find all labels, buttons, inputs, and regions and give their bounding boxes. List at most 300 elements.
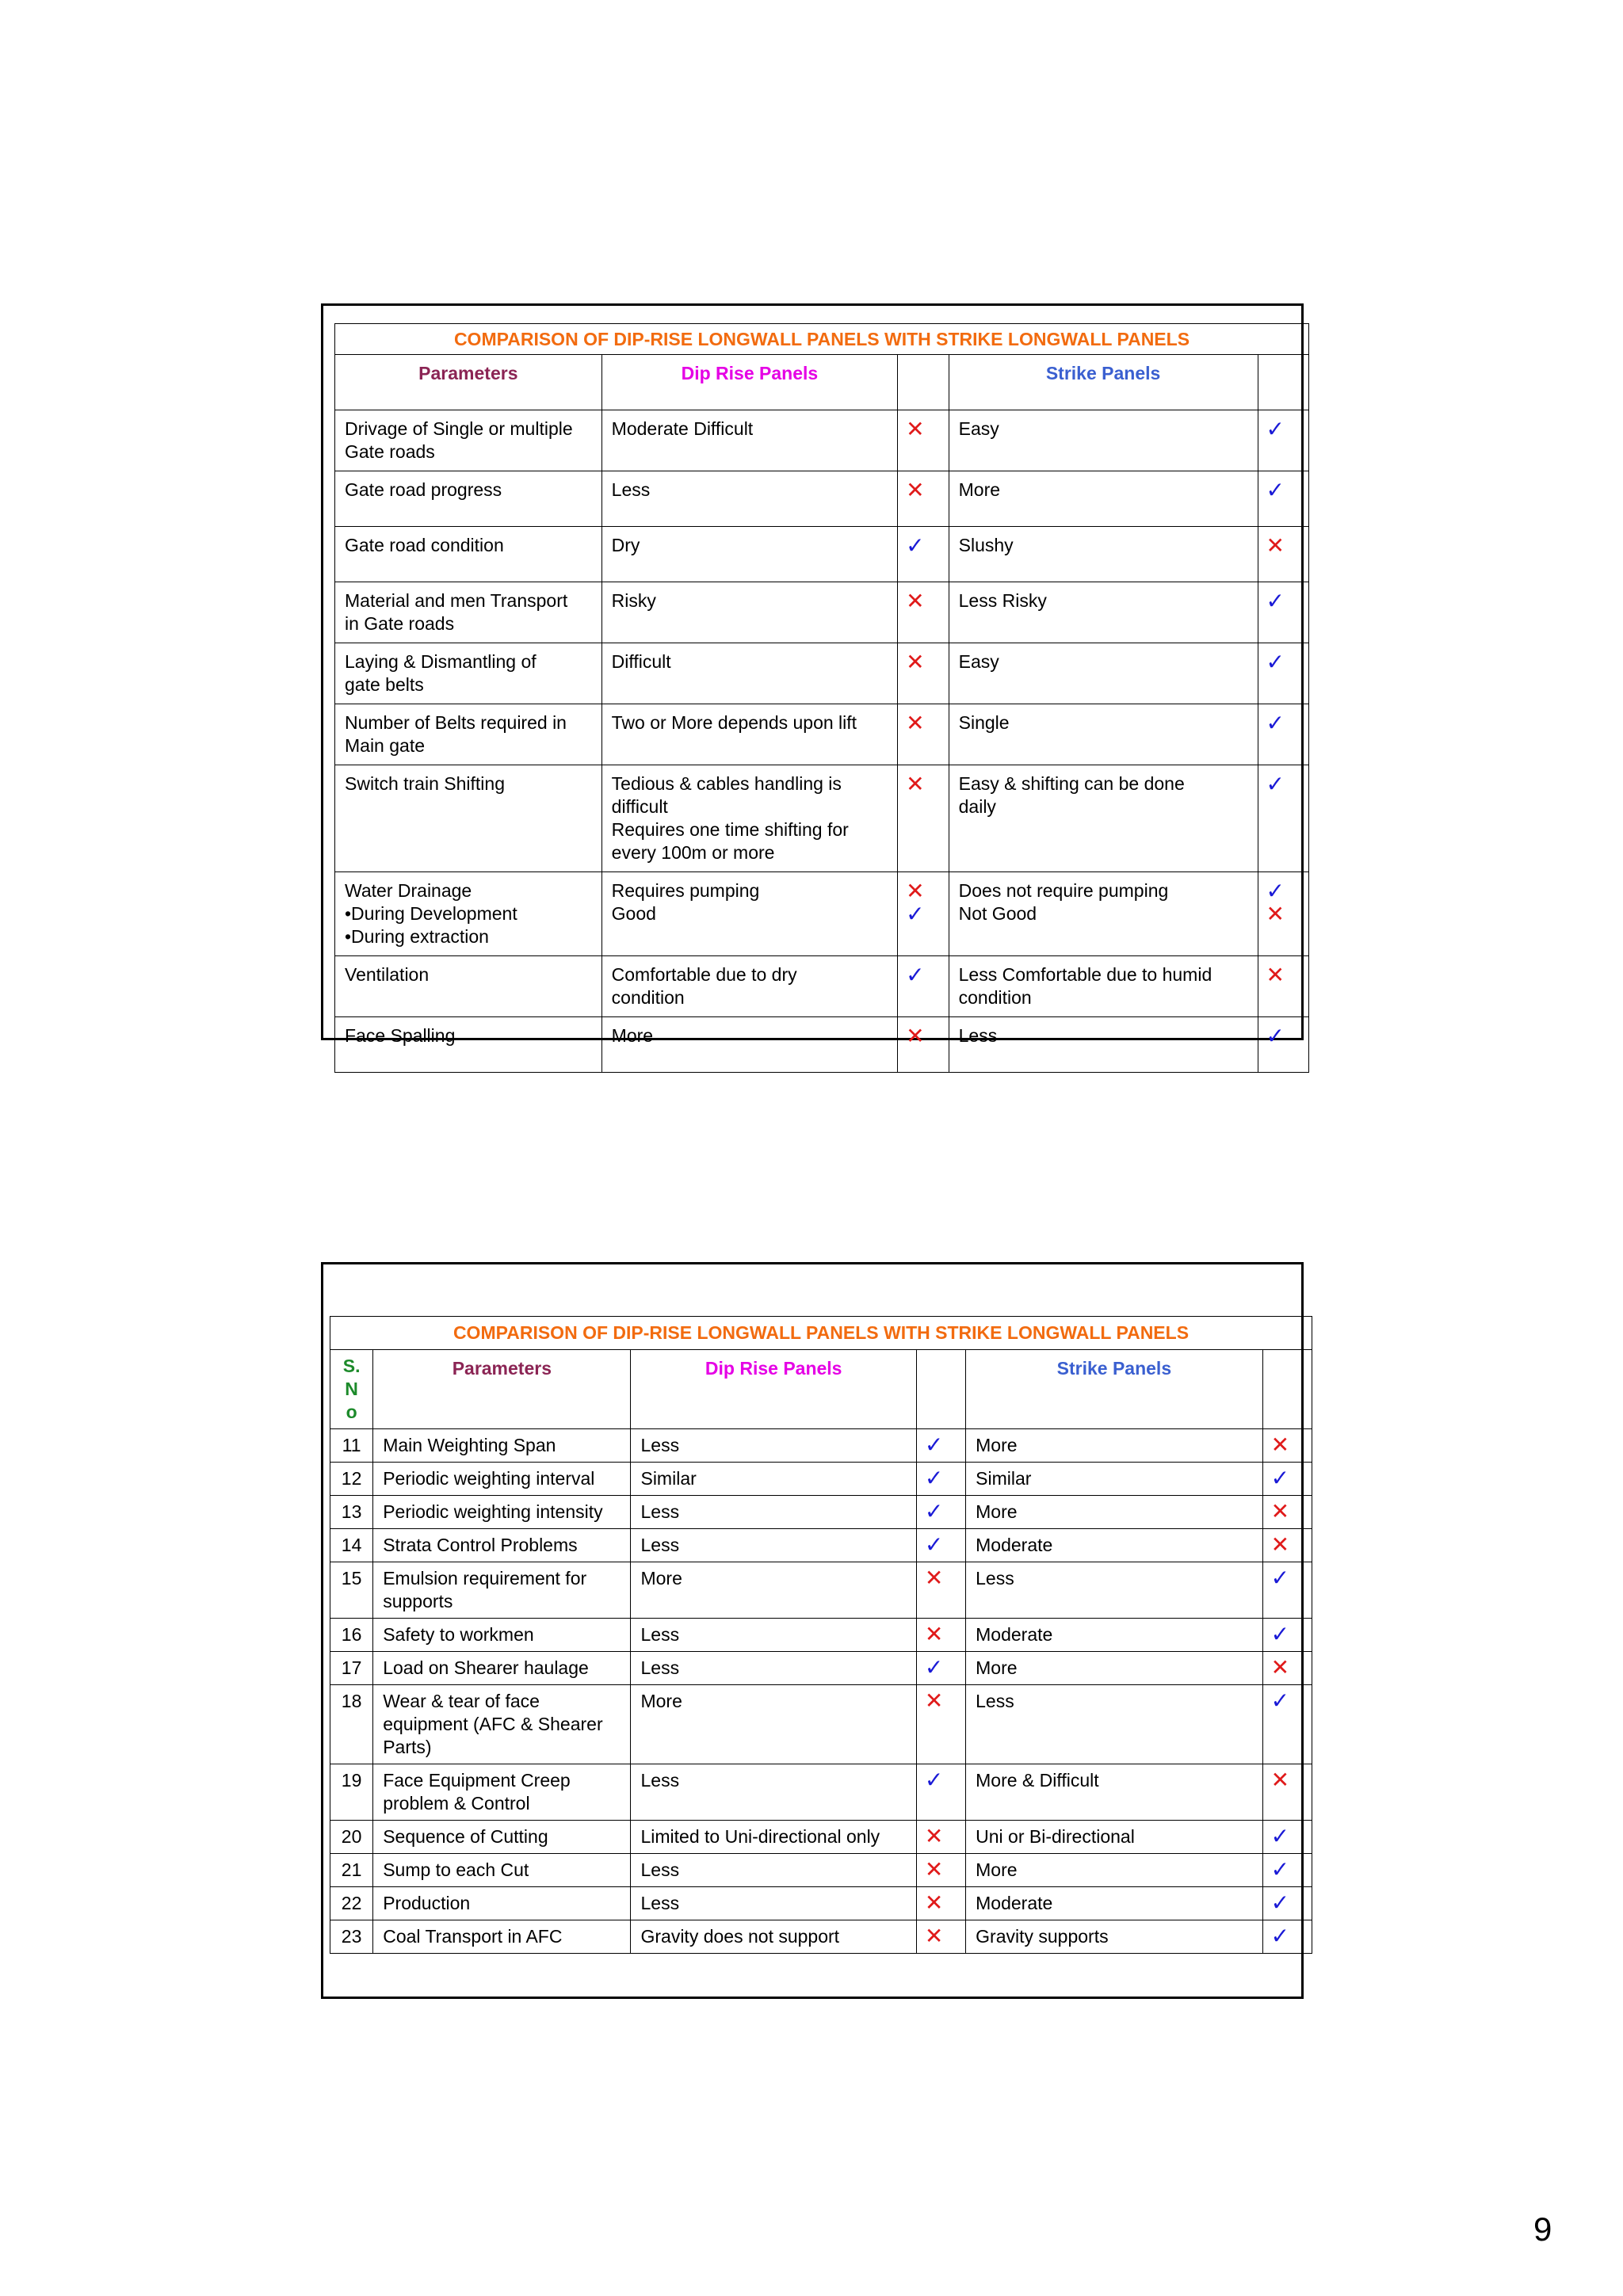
- strike-cell: [966, 1619, 1262, 1652]
- cross-icon: ✕: [906, 478, 925, 502]
- dip-rise-cell: [601, 410, 898, 471]
- table-row: [330, 1619, 1312, 1652]
- header-parameters: Parameters: [373, 1350, 631, 1429]
- table-row: [330, 1685, 1312, 1764]
- strike-cell: [966, 1887, 1262, 1920]
- dip-rise-cell-line: Tedious & cables handling is: [611, 773, 842, 794]
- table-row: [330, 1429, 1312, 1463]
- dip-mark-cell: [916, 1821, 965, 1854]
- check-icon: ✓: [1266, 711, 1285, 735]
- table-row: [330, 1920, 1312, 1954]
- table-row: [335, 1017, 1309, 1073]
- cross-icon: ✕: [906, 1024, 925, 1048]
- parameter-cell: [373, 1652, 631, 1685]
- check-icon: ✓: [924, 1432, 944, 1457]
- parameter-cell: [335, 704, 602, 765]
- dip-mark-cell: [916, 1764, 965, 1821]
- parameter-cell: [373, 1619, 631, 1652]
- strike-cell-line: Similar: [976, 1468, 1032, 1489]
- strike-cell-line: Easy & shifting can be done: [958, 773, 1185, 794]
- strike-mark-cell: [1258, 956, 1309, 1017]
- sno-cell: 22: [330, 1887, 373, 1920]
- cross-icon: ✕: [1270, 1532, 1290, 1557]
- cross-icon: ✕: [906, 711, 925, 735]
- parameter-cell: [373, 1854, 631, 1887]
- header-sno-line: N: [345, 1379, 358, 1399]
- strike-mark-cell: [1262, 1920, 1312, 1954]
- sno-cell: 14: [330, 1529, 373, 1562]
- dip-rise-cell: [601, 956, 898, 1017]
- dip-rise-cell: [601, 471, 898, 527]
- table-row: [335, 765, 1309, 872]
- dip-mark-cell: [898, 872, 949, 956]
- header-strike-mark: [1258, 355, 1309, 410]
- table-row: [335, 582, 1309, 643]
- sno-cell: 16: [330, 1619, 373, 1652]
- cross-icon: ✕: [924, 1622, 944, 1646]
- dip-rise-cell-line: Requires pumping: [611, 880, 760, 901]
- strike-cell-line: More: [976, 1859, 1018, 1880]
- parameter-cell-line: problem & Control: [383, 1793, 530, 1814]
- check-icon: ✓: [1266, 650, 1285, 674]
- strike-mark-cell: [1258, 872, 1309, 956]
- check-icon: ✓: [1270, 1566, 1290, 1590]
- dip-rise-cell-line: Good: [611, 903, 656, 924]
- check-icon: ✓: [1270, 1857, 1290, 1882]
- check-icon: ✓: [1270, 1824, 1290, 1848]
- header-dip-rise-panels: Dip Rise Panels: [631, 1350, 916, 1429]
- cross-icon: ✕: [906, 772, 925, 796]
- table-row: [330, 1764, 1312, 1821]
- strike-cell-line: Less Comfortable due to humid: [958, 964, 1212, 985]
- dip-mark-cell: [898, 410, 949, 471]
- dip-rise-cell-line: difficult: [611, 796, 668, 817]
- strike-cell-line: daily: [958, 796, 996, 817]
- parameter-cell-line: Parts): [383, 1737, 432, 1757]
- dip-rise-cell-line: Less: [640, 1657, 680, 1678]
- dip-rise-cell: [601, 765, 898, 872]
- dip-rise-cell: [631, 1562, 916, 1619]
- strike-cell: [949, 471, 1258, 527]
- strike-cell: [949, 582, 1258, 643]
- parameter-cell: [335, 765, 602, 872]
- strike-cell-line: Easy: [958, 651, 999, 672]
- parameter-cell-line: Emulsion requirement for: [383, 1568, 587, 1589]
- header-parameters: Parameters: [335, 355, 602, 410]
- parameter-cell-line: in Gate roads: [345, 613, 455, 634]
- dip-rise-cell-line: condition: [611, 987, 685, 1008]
- parameter-cell-line: Safety to workmen: [383, 1624, 534, 1645]
- table-row: [335, 956, 1309, 1017]
- cross-icon: ✕: [1270, 1432, 1290, 1457]
- dip-rise-cell-line: Less: [611, 479, 651, 500]
- cross-icon: ✕: [1266, 963, 1285, 987]
- check-icon: ✓: [1266, 589, 1285, 613]
- header-strike-panels: Strike Panels: [949, 355, 1258, 410]
- strike-cell: [949, 956, 1258, 1017]
- dip-mark-cell: [898, 956, 949, 1017]
- parameter-cell: [335, 582, 602, 643]
- strike-mark-cell: [1262, 1463, 1312, 1496]
- dip-rise-cell-line: Less: [640, 1893, 680, 1913]
- dip-rise-cell-line: More: [640, 1691, 682, 1711]
- strike-cell: [949, 872, 1258, 956]
- sno-cell: 11: [330, 1429, 373, 1463]
- table-title: COMPARISON OF DIP-RISE LONGWALL PANELS WITH STRIKE LONGWALL PANELS: [330, 1317, 1312, 1350]
- strike-cell-line: Gravity supports: [976, 1926, 1109, 1947]
- dip-rise-cell: [601, 527, 898, 582]
- dip-rise-cell: [601, 582, 898, 643]
- strike-cell-line: More & Difficult: [976, 1770, 1099, 1791]
- dip-mark-cell: [916, 1920, 965, 1954]
- header-strike-mark: [1262, 1350, 1312, 1429]
- dip-rise-cell: [631, 1887, 916, 1920]
- table-row: [330, 1463, 1312, 1496]
- parameter-cell-line: Periodic weighting interval: [383, 1468, 595, 1489]
- strike-cell: [949, 527, 1258, 582]
- parameter-cell-line: Ventilation: [345, 964, 430, 985]
- dip-rise-cell-line: Less: [640, 1624, 680, 1645]
- parameter-cell-line: Face Spalling: [345, 1025, 456, 1046]
- dip-rise-cell: [601, 704, 898, 765]
- strike-cell-line: Moderate: [976, 1893, 1053, 1913]
- strike-cell: [949, 643, 1258, 704]
- strike-cell: [949, 1017, 1258, 1073]
- dip-rise-cell: [631, 1529, 916, 1562]
- sno-cell: 13: [330, 1496, 373, 1529]
- strike-cell-line: More: [976, 1501, 1018, 1522]
- table-row: [335, 410, 1309, 471]
- page-number: 9: [1533, 2210, 1552, 2248]
- check-icon: ✓: [1270, 1466, 1290, 1490]
- dip-mark-cell: [916, 1652, 965, 1685]
- check-icon: ✓: [1270, 1688, 1290, 1713]
- strike-cell-line: Not Good: [958, 903, 1037, 924]
- check-icon: ✓: [906, 963, 925, 987]
- dip-rise-cell-line: Less: [640, 1535, 680, 1555]
- dip-rise-cell: [601, 643, 898, 704]
- parameter-cell-line: Drivage of Single or multiple: [345, 418, 573, 439]
- parameter-cell-line: Load on Shearer haulage: [383, 1657, 589, 1678]
- parameter-cell: [373, 1562, 631, 1619]
- parameter-cell-line: Sump to each Cut: [383, 1859, 529, 1880]
- parameter-cell-line: Gate road condition: [345, 535, 504, 555]
- strike-cell-line: Less: [976, 1691, 1014, 1711]
- check-icon: ✓: [924, 1466, 944, 1490]
- strike-mark-cell: [1262, 1429, 1312, 1463]
- dip-rise-cell: [631, 1429, 916, 1463]
- dip-mark-cell: [916, 1429, 965, 1463]
- parameter-cell-line: Material and men Transport: [345, 590, 568, 611]
- strike-cell-line: More: [976, 1435, 1018, 1455]
- parameter-cell-line: Gate roads: [345, 441, 435, 462]
- strike-cell-line: Slushy: [958, 535, 1014, 555]
- cross-icon: ✕: [1270, 1499, 1290, 1524]
- cross-icon: ✕: [906, 879, 925, 903]
- strike-cell: [966, 1429, 1262, 1463]
- check-icon: ✓: [906, 902, 925, 926]
- cross-icon: ✕: [1266, 902, 1285, 926]
- strike-cell: [966, 1562, 1262, 1619]
- check-icon: ✓: [1266, 772, 1285, 796]
- table-row: [330, 1529, 1312, 1562]
- parameter-cell-line: Sequence of Cutting: [383, 1826, 548, 1847]
- sno-cell: 18: [330, 1685, 373, 1764]
- strike-cell: [966, 1463, 1262, 1496]
- header-dip-mark: [916, 1350, 965, 1429]
- dip-mark-cell: [898, 643, 949, 704]
- parameter-cell: [335, 643, 602, 704]
- parameter-cell: [373, 1496, 631, 1529]
- parameter-cell-line: Coal Transport in AFC: [383, 1926, 563, 1947]
- dip-rise-cell-line: Gravity does not support: [640, 1926, 840, 1947]
- strike-cell-line: Less: [958, 1025, 998, 1046]
- strike-cell: [966, 1920, 1262, 1954]
- parameter-cell: [335, 872, 602, 956]
- dip-mark-cell: [916, 1619, 965, 1652]
- slide-2: [321, 1262, 1304, 1999]
- cross-icon: ✕: [1270, 1655, 1290, 1680]
- header-strike-panels: Strike Panels: [966, 1350, 1262, 1429]
- cross-icon: ✕: [906, 417, 925, 441]
- strike-mark-cell: [1258, 765, 1309, 872]
- dip-rise-cell-line: Requires one time shifting for: [611, 819, 849, 840]
- strike-mark-cell: [1262, 1619, 1312, 1652]
- dip-rise-cell: [631, 1652, 916, 1685]
- strike-mark-cell: [1258, 1017, 1309, 1073]
- dip-mark-cell: [916, 1529, 965, 1562]
- strike-cell-line: Does not require pumping: [958, 880, 1169, 901]
- header-sno: [330, 1350, 373, 1429]
- sno-cell: 20: [330, 1821, 373, 1854]
- table-row: [330, 1496, 1312, 1529]
- dip-mark-cell: [916, 1887, 965, 1920]
- dip-rise-cell: [631, 1854, 916, 1887]
- dip-rise-cell-line: Limited to Uni-directional only: [640, 1826, 880, 1847]
- dip-rise-cell-line: More: [611, 1025, 654, 1046]
- strike-cell: [966, 1854, 1262, 1887]
- sno-cell: 15: [330, 1562, 373, 1619]
- cross-icon: ✕: [906, 650, 925, 674]
- strike-cell-line: Less Risky: [958, 590, 1047, 611]
- parameter-cell-line: Laying & Dismantling of: [345, 651, 537, 672]
- header-sno-line: S.: [342, 1356, 361, 1376]
- strike-mark-cell: [1262, 1652, 1312, 1685]
- parameter-cell-line: Number of Belts required in: [345, 712, 567, 733]
- dip-mark-cell: [898, 471, 949, 527]
- strike-mark-cell: [1262, 1854, 1312, 1887]
- cross-icon: ✕: [1266, 533, 1285, 558]
- parameter-cell: [335, 410, 602, 471]
- dip-mark-cell: [916, 1685, 965, 1764]
- dip-rise-cell-line: More: [640, 1568, 682, 1589]
- table-row: [330, 1887, 1312, 1920]
- strike-mark-cell: [1258, 527, 1309, 582]
- parameter-cell-line: Wear & tear of face: [383, 1691, 540, 1711]
- dip-rise-cell: [601, 1017, 898, 1073]
- dip-rise-cell: [631, 1764, 916, 1821]
- sno-cell: 19: [330, 1764, 373, 1821]
- strike-cell-line: Single: [958, 712, 1010, 733]
- dip-rise-cell: [631, 1496, 916, 1529]
- strike-cell-line: Moderate: [976, 1624, 1053, 1645]
- header-dip-mark: [898, 355, 949, 410]
- parameter-cell-line: •During Development: [345, 903, 517, 924]
- check-icon: ✓: [924, 1499, 944, 1524]
- parameter-cell: [373, 1764, 631, 1821]
- strike-cell: [966, 1685, 1262, 1764]
- strike-cell-line: condition: [958, 987, 1032, 1008]
- parameter-cell: [335, 1017, 602, 1073]
- dip-mark-cell: [916, 1854, 965, 1887]
- dip-rise-cell-line: Risky: [611, 590, 656, 611]
- dip-rise-cell: [631, 1463, 916, 1496]
- dip-rise-cell: [631, 1821, 916, 1854]
- strike-cell: [966, 1652, 1262, 1685]
- strike-cell: [949, 704, 1258, 765]
- check-icon: ✓: [1266, 417, 1285, 441]
- strike-mark-cell: [1262, 1685, 1312, 1764]
- sno-cell: 17: [330, 1652, 373, 1685]
- dip-rise-cell: [631, 1920, 916, 1954]
- table-row: [335, 527, 1309, 582]
- strike-mark-cell: [1258, 471, 1309, 527]
- table-row: [335, 643, 1309, 704]
- strike-cell: [966, 1764, 1262, 1821]
- parameter-cell-line: Periodic weighting intensity: [383, 1501, 603, 1522]
- parameter-cell: [335, 956, 602, 1017]
- parameter-cell-line: Main Weighting Span: [383, 1435, 556, 1455]
- check-icon: ✓: [1266, 1024, 1285, 1048]
- parameter-cell: [373, 1887, 631, 1920]
- dip-rise-cell-line: every 100m or more: [611, 842, 775, 863]
- parameter-cell: [373, 1429, 631, 1463]
- strike-mark-cell: [1262, 1764, 1312, 1821]
- dip-rise-cell-line: Less: [640, 1859, 680, 1880]
- dip-rise-cell-line: Difficult: [611, 651, 671, 672]
- parameter-cell: [335, 471, 602, 527]
- cross-icon: ✕: [924, 1688, 944, 1713]
- strike-cell-line: More: [976, 1657, 1018, 1678]
- dip-mark-cell: [898, 704, 949, 765]
- strike-cell: [949, 410, 1258, 471]
- comparison-table-2: [330, 1316, 1312, 1954]
- strike-mark-cell: [1262, 1496, 1312, 1529]
- dip-mark-cell: [898, 527, 949, 582]
- cross-icon: ✕: [1270, 1768, 1290, 1792]
- header-dip-rise-panels: Dip Rise Panels: [601, 355, 898, 410]
- dip-rise-cell-line: Two or More depends upon lift: [611, 712, 857, 733]
- parameter-cell-line: Production: [383, 1893, 471, 1913]
- strike-cell-line: Less: [976, 1568, 1014, 1589]
- strike-mark-cell: [1262, 1529, 1312, 1562]
- parameter-cell-line: gate belts: [345, 674, 424, 695]
- check-icon: ✓: [1270, 1622, 1290, 1646]
- dip-rise-cell-line: Similar: [640, 1468, 697, 1489]
- dip-rise-cell: [631, 1685, 916, 1764]
- parameter-cell: [373, 1821, 631, 1854]
- table-row: [330, 1821, 1312, 1854]
- strike-cell-line: Moderate: [976, 1535, 1053, 1555]
- table-row: [335, 872, 1309, 956]
- check-icon: ✓: [906, 533, 925, 558]
- cross-icon: ✕: [906, 589, 925, 613]
- parameter-cell-line: equipment (AFC & Shearer: [383, 1714, 603, 1734]
- parameter-cell-line: •During extraction: [345, 926, 489, 947]
- check-icon: ✓: [1266, 478, 1285, 502]
- parameter-cell: [373, 1920, 631, 1954]
- parameter-cell: [373, 1685, 631, 1764]
- parameter-cell-line: Water Drainage: [345, 880, 472, 901]
- strike-mark-cell: [1262, 1821, 1312, 1854]
- parameter-cell-line: Face Equipment Creep: [383, 1770, 571, 1791]
- strike-cell-line: Easy: [958, 418, 999, 439]
- comparison-table-1: [334, 323, 1309, 1073]
- strike-cell: [966, 1496, 1262, 1529]
- dip-rise-cell: [601, 872, 898, 956]
- parameter-cell-line: Gate road progress: [345, 479, 502, 500]
- check-icon: ✓: [924, 1655, 944, 1680]
- slide-1: [321, 303, 1304, 1048]
- header-sno-line: o: [346, 1402, 357, 1422]
- dip-mark-cell: [898, 1017, 949, 1073]
- strike-cell: [949, 765, 1258, 872]
- cross-icon: ✕: [924, 1890, 944, 1915]
- cross-icon: ✕: [924, 1566, 944, 1590]
- strike-cell-line: Uni or Bi-directional: [976, 1826, 1135, 1847]
- strike-cell: [966, 1821, 1262, 1854]
- dip-rise-cell-line: Dry: [611, 535, 640, 555]
- parameter-cell-line: supports: [383, 1591, 453, 1611]
- dip-mark-cell: [916, 1496, 965, 1529]
- parameter-cell: [335, 527, 602, 582]
- strike-mark-cell: [1258, 410, 1309, 471]
- cross-icon: ✕: [924, 1824, 944, 1848]
- table-row: [335, 471, 1309, 527]
- check-icon: ✓: [924, 1768, 944, 1792]
- dip-mark-cell: [916, 1562, 965, 1619]
- strike-mark-cell: [1258, 582, 1309, 643]
- check-icon: ✓: [1270, 1890, 1290, 1915]
- dip-rise-cell: [631, 1619, 916, 1652]
- parameter-cell: [373, 1463, 631, 1496]
- check-icon: ✓: [924, 1532, 944, 1557]
- strike-mark-cell: [1262, 1562, 1312, 1619]
- check-icon: ✓: [1266, 879, 1285, 903]
- check-icon: ✓: [1270, 1924, 1290, 1948]
- dip-mark-cell: [916, 1463, 965, 1496]
- parameter-cell-line: Main gate: [345, 735, 426, 756]
- strike-mark-cell: [1258, 643, 1309, 704]
- parameter-cell-line: Switch train Shifting: [345, 773, 505, 794]
- table-row: [330, 1652, 1312, 1685]
- dip-mark-cell: [898, 765, 949, 872]
- sno-cell: 21: [330, 1854, 373, 1887]
- dip-mark-cell: [898, 582, 949, 643]
- strike-cell-line: More: [958, 479, 1001, 500]
- table-row: [330, 1562, 1312, 1619]
- dip-rise-cell-line: Less: [640, 1770, 680, 1791]
- parameter-cell-line: Strata Control Problems: [383, 1535, 578, 1555]
- dip-rise-cell-line: Less: [640, 1501, 680, 1522]
- table-row: [330, 1854, 1312, 1887]
- table-row: [335, 704, 1309, 765]
- cross-icon: ✕: [924, 1857, 944, 1882]
- sno-cell: 23: [330, 1920, 373, 1954]
- parameter-cell: [373, 1529, 631, 1562]
- dip-rise-cell-line: Less: [640, 1435, 680, 1455]
- strike-mark-cell: [1262, 1887, 1312, 1920]
